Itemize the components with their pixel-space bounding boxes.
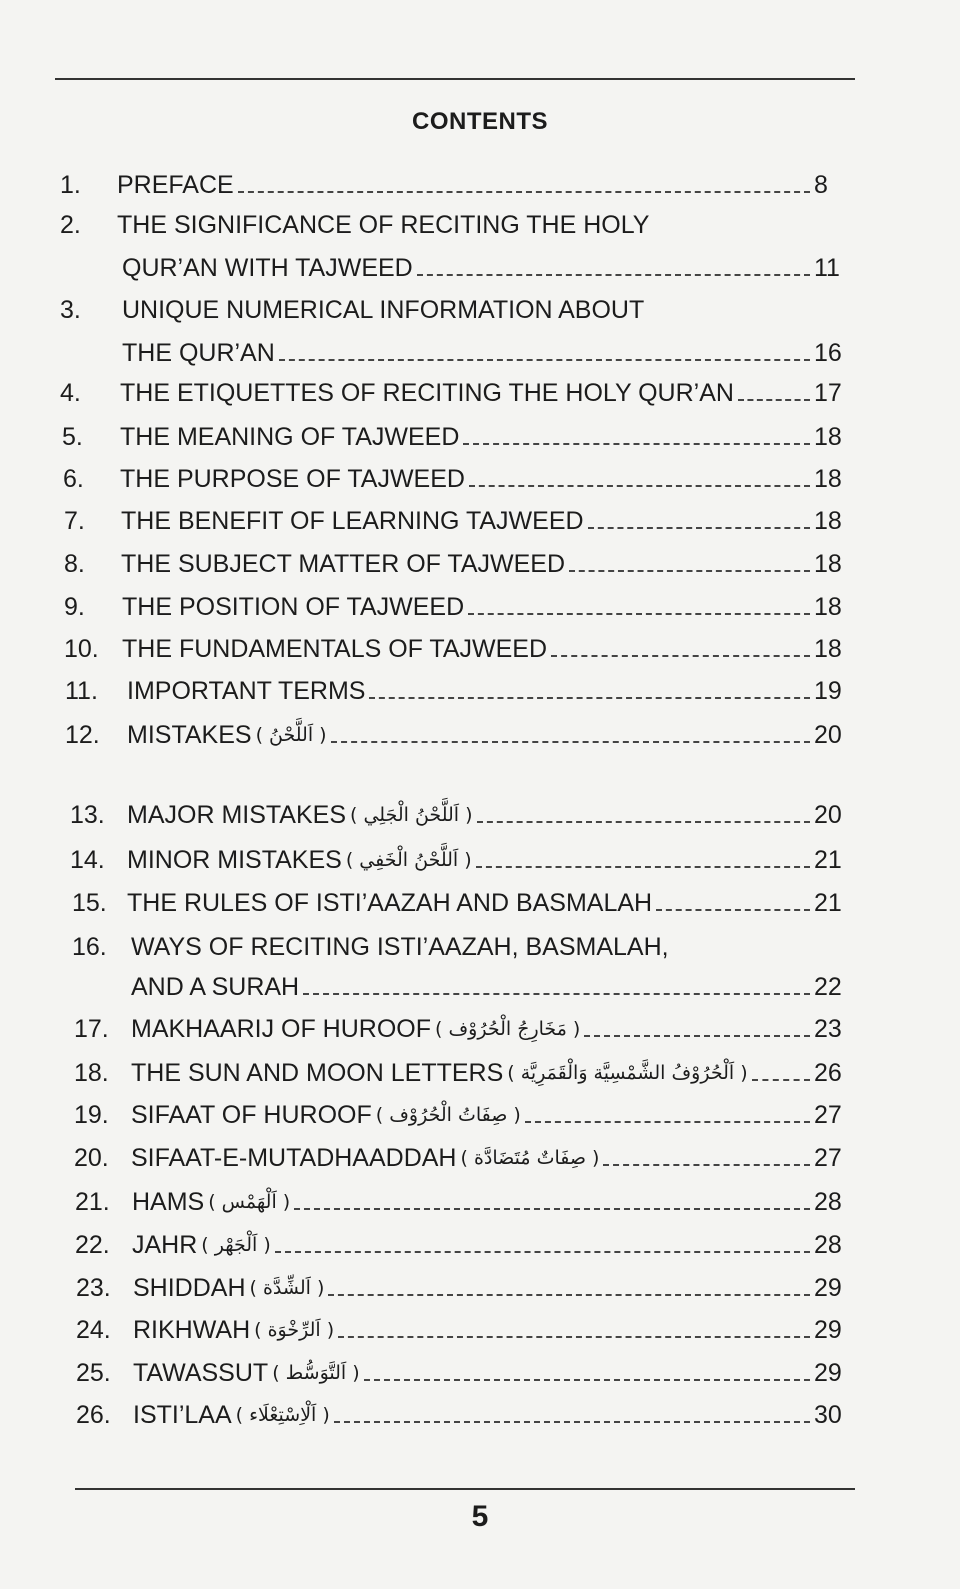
entry-number: 14. [70, 846, 105, 874]
entry-number: 18. [74, 1059, 109, 1087]
toc-entry[interactable] [76, 1315, 848, 1345]
dot-leader [752, 1079, 810, 1081]
toc-entry[interactable] [70, 800, 848, 830]
entry-title: ISTI’LAA [133, 1401, 232, 1429]
entry-arabic-term: ( صِفَاتُ الْحُرُوْف ) [375, 1104, 521, 1126]
entry-number: 25. [76, 1359, 111, 1387]
toc-entry[interactable] [60, 210, 649, 240]
entry-title-continued: THE QUR’AN [122, 339, 275, 367]
entry-number: 4. [60, 379, 81, 407]
entry-arabic-term: ( مَخَارِجُ الْحُرُوْف ) [435, 1018, 581, 1040]
toc-entry-continuation[interactable] [122, 253, 848, 283]
entry-number: 2. [60, 211, 81, 239]
entry-page-number: 21 [814, 846, 842, 874]
entry-page-number: 27 [814, 1101, 842, 1129]
toc-entry[interactable] [62, 422, 848, 452]
entry-arabic-term: ( اَلْجَهْر ) [201, 1234, 271, 1256]
entry-number: 10. [64, 635, 99, 663]
toc-entry[interactable] [65, 720, 848, 750]
entry-number: 20. [74, 1144, 109, 1172]
entry-title: THE BENEFIT OF LEARNING TAJWEED [121, 507, 584, 535]
dot-leader [275, 1251, 810, 1253]
entry-title: JAHR [132, 1231, 198, 1259]
entry-page-number: 22 [814, 973, 842, 1001]
entry-title: SIFAAT-E-MUTADHAADDAH [131, 1144, 457, 1172]
entry-arabic-term: ( اَلْهَمْس ) [208, 1191, 291, 1213]
entry-arabic-term: ( اَلشِّدَّة ) [249, 1277, 325, 1299]
dot-leader [338, 1336, 810, 1338]
entry-number: 16. [72, 933, 107, 961]
entry-arabic-term: ( اَلْحُرُوْفُ الشَّمْسِيَّة وَالْقَمَرِيَّة ) [507, 1062, 748, 1084]
entry-number: 19. [74, 1101, 109, 1129]
entry-title: TAWASSUT [133, 1359, 269, 1387]
toc-entry[interactable] [75, 1230, 848, 1260]
entry-number: 8. [64, 550, 85, 578]
bottom-rule [75, 1488, 855, 1490]
entry-number: 3. [60, 296, 81, 324]
toc-entry[interactable] [74, 1058, 848, 1088]
dot-leader [477, 821, 810, 823]
toc-entry[interactable] [74, 1143, 848, 1173]
entry-page-number: 18 [814, 423, 842, 451]
entry-title: THE SUBJECT MATTER OF TAJWEED [121, 550, 566, 578]
dot-leader [584, 1035, 810, 1037]
toc-entry[interactable] [60, 295, 644, 325]
dot-leader [328, 1294, 810, 1296]
entry-page-number: 18 [814, 465, 842, 493]
dot-leader [238, 191, 810, 193]
toc-entry[interactable] [64, 634, 848, 664]
entry-title: MISTAKES [127, 721, 252, 749]
entry-arabic-term: ( اَلتَّوَسُّط ) [272, 1362, 360, 1384]
dot-leader [334, 1421, 810, 1423]
dot-leader [331, 741, 810, 743]
entry-arabic-term: ( اَلرِّخْوَة ) [254, 1319, 335, 1341]
entry-title: IMPORTANT TERMS [127, 677, 366, 705]
toc-entry[interactable] [60, 378, 848, 408]
entry-page-number: 21 [814, 889, 842, 917]
dot-leader [279, 359, 810, 361]
entry-title: MINOR MISTAKES [127, 846, 342, 874]
toc-entry[interactable] [63, 464, 848, 494]
entry-page-number: 17 [814, 379, 842, 407]
dot-leader [525, 1121, 810, 1123]
entry-page-number: 20 [814, 801, 842, 829]
entry-title: RIKHWAH [133, 1316, 251, 1344]
toc-entry-continuation[interactable] [122, 338, 848, 368]
dot-leader [369, 697, 810, 699]
entry-title-continued: QUR’AN WITH TAJWEED [122, 254, 413, 282]
entry-arabic-term: ( صِفَاتٌ مُتَضَادَّة ) [460, 1147, 600, 1169]
entry-number: 7. [64, 507, 85, 535]
entry-arabic-term: ( اَلْاِسْتِعْلَاء ) [235, 1404, 330, 1426]
dot-leader [364, 1379, 810, 1381]
toc-entry[interactable] [76, 1273, 848, 1303]
toc-entry-continuation[interactable] [131, 972, 848, 1002]
dot-leader [603, 1164, 810, 1166]
entry-number: 22. [75, 1231, 110, 1259]
toc-entry[interactable] [64, 506, 848, 536]
entry-number: 6. [63, 465, 84, 493]
entry-title: THE RULES OF ISTI’AAZAH AND BASMALAH [127, 889, 653, 917]
entry-page-number: 18 [814, 550, 842, 578]
entry-number: 23. [76, 1274, 111, 1302]
entry-page-number: 30 [814, 1401, 842, 1429]
entry-number: 17. [74, 1015, 109, 1043]
entry-number: 5. [62, 423, 83, 451]
page-number: 5 [471, 1500, 489, 1533]
dot-leader [468, 613, 810, 615]
entry-title: THE PURPOSE OF TAJWEED [120, 465, 465, 493]
entry-title-continued: AND A SURAH [131, 973, 300, 1001]
entry-number: 13. [70, 801, 105, 829]
entry-page-number: 23 [814, 1015, 842, 1043]
dot-leader [738, 399, 810, 401]
dot-leader [303, 993, 810, 995]
toc-entry[interactable] [75, 1187, 848, 1217]
toc-entry[interactable] [64, 592, 848, 622]
entry-page-number: 26 [814, 1059, 842, 1087]
entry-page-number: 20 [814, 721, 842, 749]
entry-title: MAKHAARIJ OF HUROOF [131, 1015, 432, 1043]
entry-page-number: 18 [814, 507, 842, 535]
entry-page-number: 29 [814, 1274, 842, 1302]
entry-title: THE SIGNIFICANCE OF RECITING THE HOLY [117, 211, 650, 239]
dot-leader [469, 485, 810, 487]
toc-entry[interactable] [74, 1100, 848, 1130]
entry-number: 1. [60, 171, 81, 199]
entry-page-number: 19 [814, 677, 842, 705]
entry-page-number: 29 [814, 1316, 842, 1344]
entry-title: THE MEANING OF TAJWEED [120, 423, 460, 451]
toc-entry[interactable] [74, 1014, 848, 1044]
toc-entry[interactable] [76, 1358, 848, 1388]
entry-arabic-term: ( اَللَّحْنُ الْخَفِي ) [345, 849, 472, 871]
dot-leader [417, 274, 810, 276]
entry-page-number: 18 [814, 593, 842, 621]
entry-title: PREFACE [117, 171, 234, 199]
entry-number: 11. [65, 677, 98, 705]
entry-title: THE SUN AND MOON LETTERS [131, 1059, 504, 1087]
toc-entry[interactable] [70, 845, 848, 875]
toc-entry[interactable] [60, 170, 848, 200]
entry-title: UNIQUE NUMERICAL INFORMATION ABOUT [122, 296, 645, 324]
entry-number: 9. [64, 593, 85, 621]
entry-title: SHIDDAH [133, 1274, 246, 1302]
entry-title: THE FUNDAMENTALS OF TAJWEED [122, 635, 548, 663]
dot-leader [294, 1208, 810, 1210]
dot-leader [551, 655, 810, 657]
entry-page-number: 28 [814, 1231, 842, 1259]
entry-page-number: 16 [814, 339, 842, 367]
dot-leader [656, 909, 810, 911]
toc-entry[interactable] [65, 676, 848, 706]
toc-entry[interactable] [64, 549, 848, 579]
entry-page-number: 28 [814, 1188, 842, 1216]
entry-page-number: 8 [814, 171, 828, 199]
entry-arabic-term: ( اَللَّحْنُ ) [255, 724, 327, 746]
dot-leader [569, 570, 810, 572]
entry-title: THE POSITION OF TAJWEED [122, 593, 465, 621]
entry-page-number: 18 [814, 635, 842, 663]
entry-title: WAYS OF RECITING ISTI’AAZAH, BASMALAH, [131, 933, 669, 961]
entry-title: HAMS [132, 1188, 205, 1216]
entry-page-number: 11 [814, 254, 840, 282]
dot-leader [463, 443, 810, 445]
toc-entry[interactable] [72, 932, 669, 962]
page-title: CONTENTS [412, 108, 548, 135]
entry-number: 26. [76, 1401, 111, 1429]
entry-number: 12. [65, 721, 100, 749]
dot-leader [588, 527, 810, 529]
entry-number: 21. [75, 1188, 110, 1216]
entry-number: 24. [76, 1316, 111, 1344]
entry-number: 15. [72, 889, 107, 917]
entry-title: MAJOR MISTAKES [127, 801, 347, 829]
entry-page-number: 29 [814, 1359, 842, 1387]
toc-entry[interactable] [76, 1400, 848, 1430]
entry-title: SIFAAT OF HUROOF [131, 1101, 372, 1129]
entry-page-number: 27 [814, 1144, 842, 1172]
entry-title: THE ETIQUETTES OF RECITING THE HOLY QUR’AN [120, 379, 734, 407]
entry-arabic-term: ( اَللَّحْنُ الْجَلِي ) [350, 804, 473, 826]
toc-entry[interactable] [72, 888, 848, 918]
dot-leader [476, 866, 810, 868]
